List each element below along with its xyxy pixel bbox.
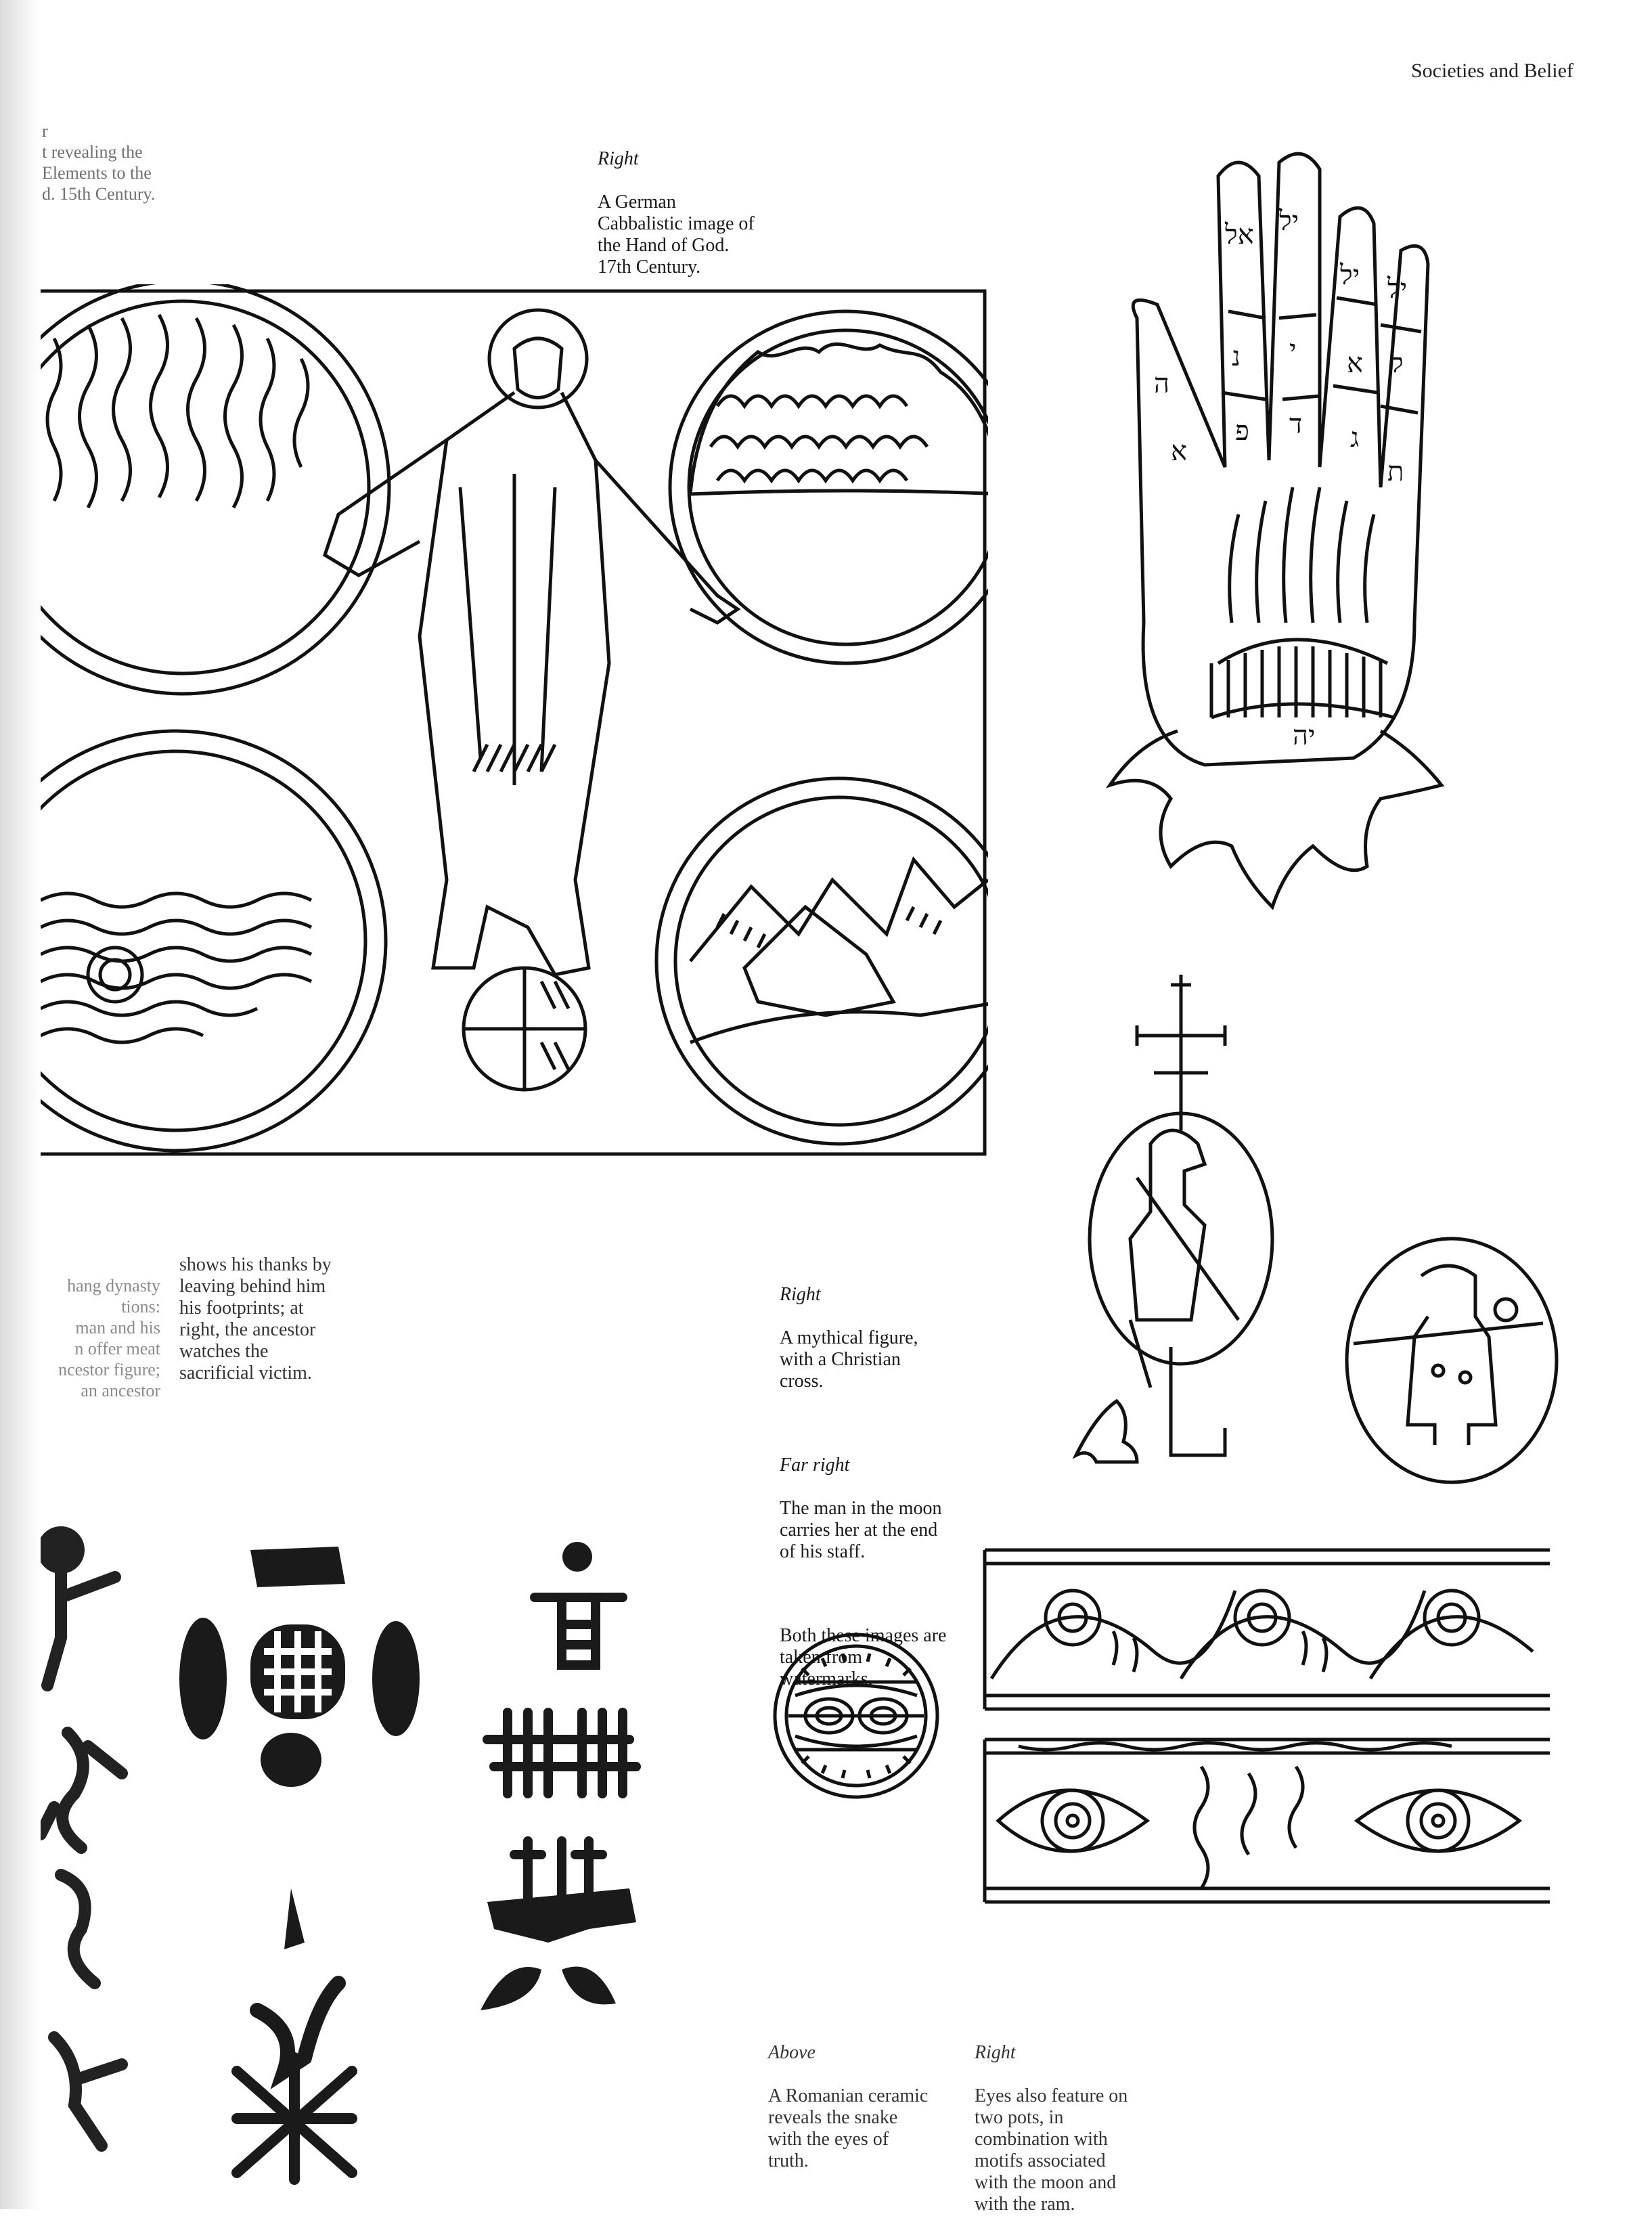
hand-letter: י <box>1289 334 1297 366</box>
air-circle <box>670 311 988 663</box>
caption-label: Right <box>975 2042 1016 2063</box>
running-head: Societies and Belief <box>1411 60 1573 82</box>
caption-label: Right <box>780 1284 821 1305</box>
hand-letter: א <box>1347 348 1364 379</box>
man-in-moon-watermark <box>1340 1228 1563 1486</box>
caption-text: A mythical figure, with a Christian cross. <box>780 1327 918 1392</box>
four-elements-woodcut <box>41 284 988 1164</box>
hand-letter: יל <box>1279 206 1299 237</box>
hand-letter: ה <box>1154 368 1170 399</box>
romanian-ceramic-snake <box>768 1628 944 1804</box>
upper-band <box>985 1550 1550 1709</box>
hand-letter: ת <box>1387 456 1404 487</box>
caption-shang-continued: shows his thanks by leaving behind him his footprints; at right, the ancestor watches the sacrificial victim. <box>179 1254 332 1383</box>
eyes-pots-bands <box>978 1543 1553 1909</box>
hand-letter: יל <box>1387 273 1408 305</box>
hand-letter: יה <box>1293 720 1316 751</box>
caption-text: A German Cabbalistic image of the Hand of God. 17th Century. <box>598 192 755 278</box>
caption-eyes-pots <box>975 2020 1191 2237</box>
hand-letter: ל <box>1391 348 1404 379</box>
caption-text: Eyes also feature on two pots, in combination with motifs associated with the moon and with the ram. <box>975 2085 1128 2215</box>
hand-letter: ד <box>1289 409 1303 440</box>
shang-pictographs-middle <box>176 1536 447 2186</box>
caption-text: A Romanian ceramic reveals the snake with the eyes of truth. <box>768 2085 929 2171</box>
caption-label: Above <box>768 2042 816 2063</box>
caption-label: Far right <box>780 1455 850 1476</box>
shang-pictographs-left <box>41 1523 169 2166</box>
watermark-cross-figure <box>1035 968 1293 1469</box>
lower-band <box>985 1740 1550 1902</box>
hand-letter: פ <box>1235 416 1249 447</box>
fire-circle <box>41 284 389 694</box>
caption-top-left-fragment: r t revealing the Elements to the d. 15th Century. <box>42 121 156 204</box>
earth-circle <box>656 778 988 1144</box>
hand-of-god-image <box>1096 149 1611 927</box>
page-edge-shadow <box>0 0 41 2209</box>
caption-label: Right <box>598 148 639 169</box>
caption-text: The man in the moon carries her at the end of his staff. <box>780 1498 942 1562</box>
hand-letter: א <box>1171 436 1188 467</box>
caption-hand-of-god <box>598 127 841 300</box>
hand-letter: ג <box>1350 422 1360 453</box>
shang-pictographs-right <box>467 1536 643 2051</box>
water-circle <box>41 731 386 1151</box>
caption-romanian-ceramic <box>768 2020 971 2194</box>
hand-letter: יל <box>1340 260 1360 291</box>
caption-text: Both these images are taken from watermarks. <box>780 1625 947 1689</box>
hand-letter: נ <box>1232 341 1241 372</box>
caption-shang-fragment: hang dynasty tions: man and his n offer meat ncestor figure; an ancestor <box>58 1276 160 1400</box>
hand-letter: אל <box>1225 219 1254 250</box>
